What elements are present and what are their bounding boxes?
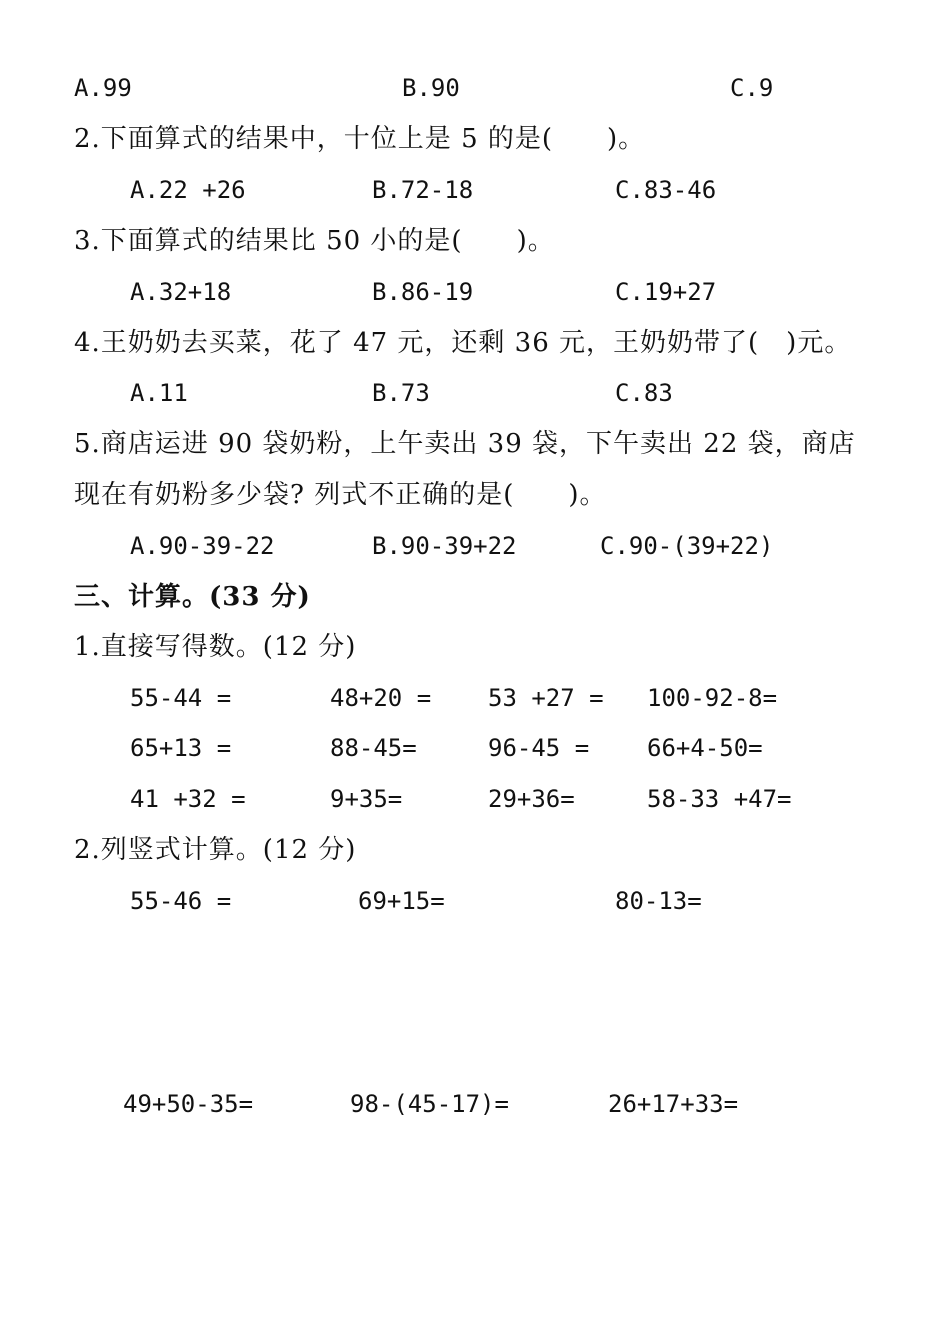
mental-math-item: 58-33 +47= <box>647 785 792 813</box>
q3-option-c: C.19+27 <box>615 278 717 306</box>
mental-math-item: 29+36= <box>488 785 575 813</box>
question-3: 3.下面算式的结果比 50 小的是( )。 <box>74 226 555 256</box>
q1-option-b: B.90 <box>402 74 460 102</box>
vertical-calc-item: 26+17+33= <box>608 1090 739 1118</box>
mental-math-item: 65+13 = <box>130 734 232 762</box>
mental-math-item: 55-44 = <box>130 684 232 712</box>
part-2-title: 2.列竖式计算。(12 分) <box>74 835 357 865</box>
question-5-line-2: 现在有奶粉多少袋? 列式不正确的是( )。 <box>74 480 607 510</box>
q1-option-c: C.9 <box>730 74 774 102</box>
mental-math-item: 88-45= <box>330 734 417 762</box>
mental-math-item: 66+4-50= <box>647 734 763 762</box>
question-5-line-1: 5.商店运进 90 袋奶粉，上午卖出 39 袋，下午卖出 22 袋，商店 <box>74 429 856 459</box>
part-1-title: 1.直接写得数。(12 分) <box>74 632 357 662</box>
q1-option-a: A.99 <box>74 74 132 102</box>
question-2: 2.下面算式的结果中，十位上是 5 的是( )。 <box>74 124 646 154</box>
mental-math-item: 48+20 = <box>330 684 432 712</box>
q5-option-a: A.90-39-22 <box>130 532 275 560</box>
q3-option-b: B.86-19 <box>372 278 474 306</box>
q5-option-b: B.90-39+22 <box>372 532 517 560</box>
vertical-calc-item: 69+15= <box>358 887 445 915</box>
vertical-calc-item: 80-13= <box>615 887 702 915</box>
q5-option-c: C.90-(39+22) <box>600 532 774 560</box>
q4-option-c: C.83 <box>615 379 673 407</box>
mental-math-item: 53 +27 = <box>488 684 604 712</box>
mental-math-item: 41 +32 = <box>130 785 246 813</box>
q2-option-b: B.72-18 <box>372 176 474 204</box>
q4-option-a: A.11 <box>130 379 188 407</box>
mental-math-item: 96-45 = <box>488 734 590 762</box>
question-4: 4.王奶奶去买菜，花了 47 元，还剩 36 元，王奶奶带了( )元。 <box>74 328 852 358</box>
q2-option-a: A.22 +26 <box>130 176 246 204</box>
mental-math-item: 9+35= <box>330 785 403 813</box>
q3-option-a: A.32+18 <box>130 278 232 306</box>
mental-math-item: 100-92-8= <box>647 684 778 712</box>
q2-option-c: C.83-46 <box>615 176 717 204</box>
section-3-title: 三、计算。(33 分) <box>74 582 311 612</box>
vertical-calc-item: 49+50-35= <box>123 1090 254 1118</box>
vertical-calc-item: 98-(45-17)= <box>350 1090 509 1118</box>
q4-option-b: B.73 <box>372 379 430 407</box>
vertical-calc-item: 55-46 = <box>130 887 232 915</box>
